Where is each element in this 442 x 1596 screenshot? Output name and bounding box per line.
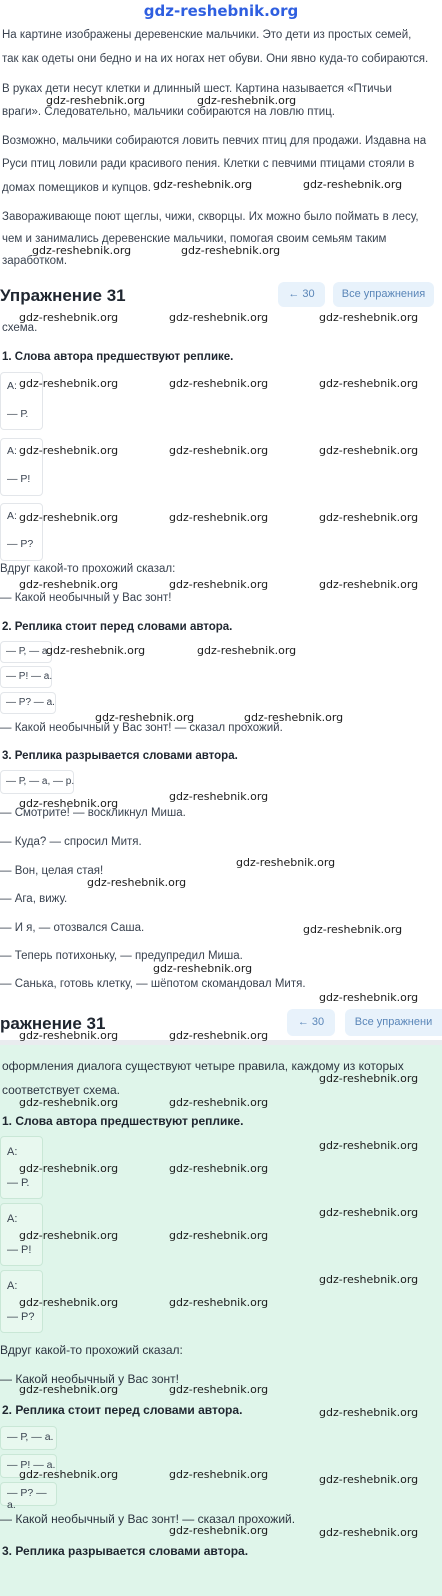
schema-box: А: — Р?: [0, 503, 43, 561]
exercise-title: Упражнение 31: [0, 286, 126, 305]
schema-box: А: — Р.: [0, 1136, 43, 1199]
watermark: gdz-reshebnik.org: [169, 790, 269, 803]
watermark: gdz-reshebnik.org: [46, 644, 146, 657]
watermark: gdz-reshebnik.org: [319, 1139, 419, 1152]
watermark: gdz-reshebnik.org: [319, 1072, 419, 1085]
intro-line: В руках дети несут клетки и длинный шест. Картина называется «Птичьи: [2, 83, 392, 95]
watermark: gdz-reshebnik.org: [319, 311, 419, 324]
watermark: gdz-reshebnik.org: [319, 1473, 419, 1486]
watermark: gdz-reshebnik.org: [236, 856, 336, 869]
watermark: gdz-reshebnik.org: [181, 244, 281, 257]
exercise-title-cropped: ражнение 31: [0, 1014, 106, 1033]
schema-box: — Р! — а.: [0, 1454, 57, 1478]
watermark: gdz-reshebnik.org: [319, 1526, 419, 1539]
watermark: gdz-reshebnik.org: [169, 377, 269, 390]
watermark: gdz-reshebnik.org: [169, 1229, 269, 1242]
watermark: gdz-reshebnik.org: [303, 178, 403, 191]
watermark: gdz-reshebnik.org: [169, 311, 269, 324]
intro-line: Руси птиц ловили ради красивого пения. Клетки с певчими птицами стояли в: [2, 158, 415, 170]
prev-exercise-label: 30: [302, 288, 315, 300]
intro-line: заработком.: [2, 255, 68, 267]
rule-3-heading: 3. Реплика разрывается словами автора.: [2, 1544, 249, 1558]
watermark: gdz-reshebnik.org: [319, 377, 419, 390]
prev-exercise-button[interactable]: [278, 282, 325, 307]
dialog-line: — Теперь потихоньку, — предупредил Миша.: [0, 950, 243, 962]
prev-exercise-button[interactable]: [287, 1009, 335, 1036]
watermark: gdz-reshebnik.org: [319, 991, 419, 1004]
watermark: gdz-reshebnik.org: [19, 1162, 119, 1175]
intro-line: домах помещиков и купцов.: [2, 182, 151, 194]
watermark: gdz-reshebnik.org: [19, 1383, 119, 1396]
dialog-line: — Смотрите! — воскликнул Миша.: [0, 807, 186, 819]
rule-1-heading: 1. Слова автора предшествуют реплике.: [2, 351, 234, 363]
green-intro-line: соответствует схема.: [2, 1083, 120, 1097]
intro-line: враги». Следовательно, мальчики собираются на ловлю птиц.: [2, 106, 335, 118]
watermark: gdz-reshebnik.org: [19, 444, 119, 457]
watermark: gdz-reshebnik.org: [169, 1468, 269, 1481]
intro-line: Завораживающе поют щеглы, чижи, скворцы. Их можно было поймать в лесу,: [2, 211, 419, 223]
watermark: gdz-reshebnik.org: [19, 578, 119, 591]
watermark: gdz-reshebnik.org: [169, 1524, 269, 1537]
prev-exercise-label: 30: [311, 1016, 325, 1028]
schema-box: — Р? — а.: [0, 692, 56, 714]
rule-1-heading: 1. Слова автора предшествуют реплике.: [2, 1114, 244, 1128]
watermark: gdz-reshebnik.org: [19, 1296, 119, 1309]
schema-box: А: — Р!: [0, 438, 43, 496]
watermark: gdz-reshebnik.org: [319, 1206, 419, 1219]
watermark: gdz-reshebnik.org: [169, 578, 269, 591]
watermark: gdz-reshebnik.org: [169, 1162, 269, 1175]
schema-box: — Р, — а, — р.: [0, 770, 74, 794]
all-exercises-button[interactable]: Все упражнения: [333, 282, 434, 307]
schema-box: А: — Р.: [0, 372, 43, 430]
watermark: gdz-reshebnik.org: [19, 377, 119, 390]
watermark: gdz-reshebnik.org: [46, 94, 146, 107]
watermark: gdz-reshebnik.org: [169, 444, 269, 457]
schema-box: — Р! — а.: [0, 666, 52, 688]
watermark: gdz-reshebnik.org: [19, 311, 119, 324]
watermark: gdz-reshebnik.org: [319, 578, 419, 591]
rule-2-heading: 2. Реплика стоит перед словами автора.: [2, 621, 233, 633]
intro-line: чем и занимались деревенские мальчики, помогая своим семьям таким: [2, 233, 387, 245]
watermark: gdz-reshebnik.org: [319, 444, 419, 457]
dialog-line: — Куда? — спросил Митя.: [0, 836, 142, 848]
dialog-line: — Вон, целая стая!: [0, 865, 104, 877]
all-exercises-button[interactable]: Все упражнени: [345, 1009, 442, 1036]
watermark: gdz-reshebnik.org: [19, 797, 119, 810]
watermark: gdz-reshebnik.org: [197, 644, 297, 657]
schema-box: — Р, — а.: [0, 641, 52, 663]
watermark: gdz-reshebnik.org: [244, 711, 344, 724]
example-text: Вдруг какой-то прохожий сказал:: [0, 1343, 183, 1357]
rule-3-heading: 3. Реплика разрывается словами автора.: [2, 750, 238, 762]
arrow-left-icon: ←: [288, 288, 300, 300]
watermark: gdz-reshebnik.org: [319, 1406, 419, 1419]
intro-line: На картине изображены деревенские мальчики. Это дети из простых семей,: [2, 29, 412, 41]
watermark: gdz-reshebnik.org: [319, 1273, 419, 1286]
dialog-line: — И я, — отозвался Саша.: [0, 922, 145, 934]
schema-box: А: — Р!: [0, 1203, 43, 1266]
example-text: Вдруг какой-то прохожий сказал:: [0, 563, 176, 575]
intro-line: Возможно, мальчики собираются ловить певчих птиц для продажи. Издавна на: [2, 135, 427, 147]
watermark: gdz-reshebnik.org: [95, 711, 195, 724]
watermark: gdz-reshebnik.org: [169, 511, 269, 524]
dialog-line: — Санька, готовь клетку, — шёпотом скомандовал Митя.: [0, 978, 306, 990]
watermark: gdz-reshebnik.org: [197, 94, 297, 107]
watermark: gdz-reshebnik.org: [19, 1029, 119, 1042]
intro-line: так как одеты они бедно и на их ногах нет обуви. Они явно куда-то собираются.: [2, 53, 429, 65]
schema-box: — Р? — а.: [0, 1482, 57, 1506]
arrow-left-icon: ←: [297, 1016, 309, 1028]
watermark: gdz-reshebnik.org: [19, 1468, 119, 1481]
example-text: — Какой необычный у Вас зонт! — сказал прохожий.: [0, 722, 283, 734]
watermark: gdz-reshebnik.org: [169, 1383, 269, 1396]
schema-box: — Р, — а.: [0, 1426, 57, 1450]
rule-2-heading: 2. Реплика стоит перед словами автора.: [2, 1403, 243, 1417]
watermark: gdz-reshebnik.org: [303, 923, 403, 936]
green-intro-line: оформления диалога существуют четыре правила, каждому из которых: [2, 1059, 404, 1073]
watermark: gdz-reshebnik.org: [319, 511, 419, 524]
watermark: gdz-reshebnik.org: [169, 1296, 269, 1309]
watermark: gdz-reshebnik.org: [19, 1229, 119, 1242]
example-text: — Какой необычный у Вас зонт!: [0, 1372, 179, 1386]
watermark: gdz-reshebnik.org: [87, 876, 187, 889]
watermark: gdz-reshebnik.org: [32, 244, 132, 257]
watermark: gdz-reshebnik.org: [169, 1096, 269, 1109]
schema-box: А: — Р?: [0, 1270, 43, 1333]
watermark: gdz-reshebnik.org: [19, 511, 119, 524]
watermark: gdz-reshebnik.org: [153, 178, 253, 191]
watermark: gdz-reshebnik.org: [153, 962, 253, 975]
watermark: gdz-reshebnik.org: [169, 1029, 269, 1042]
schema-tail-text: схема.: [2, 322, 38, 334]
example-text: — Какой необычный у Вас зонт!: [0, 592, 172, 604]
watermark: gdz-reshebnik.org: [19, 1096, 119, 1109]
dialog-line: — Ага, вижу.: [0, 893, 68, 905]
site-title: gdz-reshebnik.org: [143, 2, 299, 20]
example-text: — Какой необычный у Вас зонт! — сказал прохожий.: [0, 1512, 296, 1526]
